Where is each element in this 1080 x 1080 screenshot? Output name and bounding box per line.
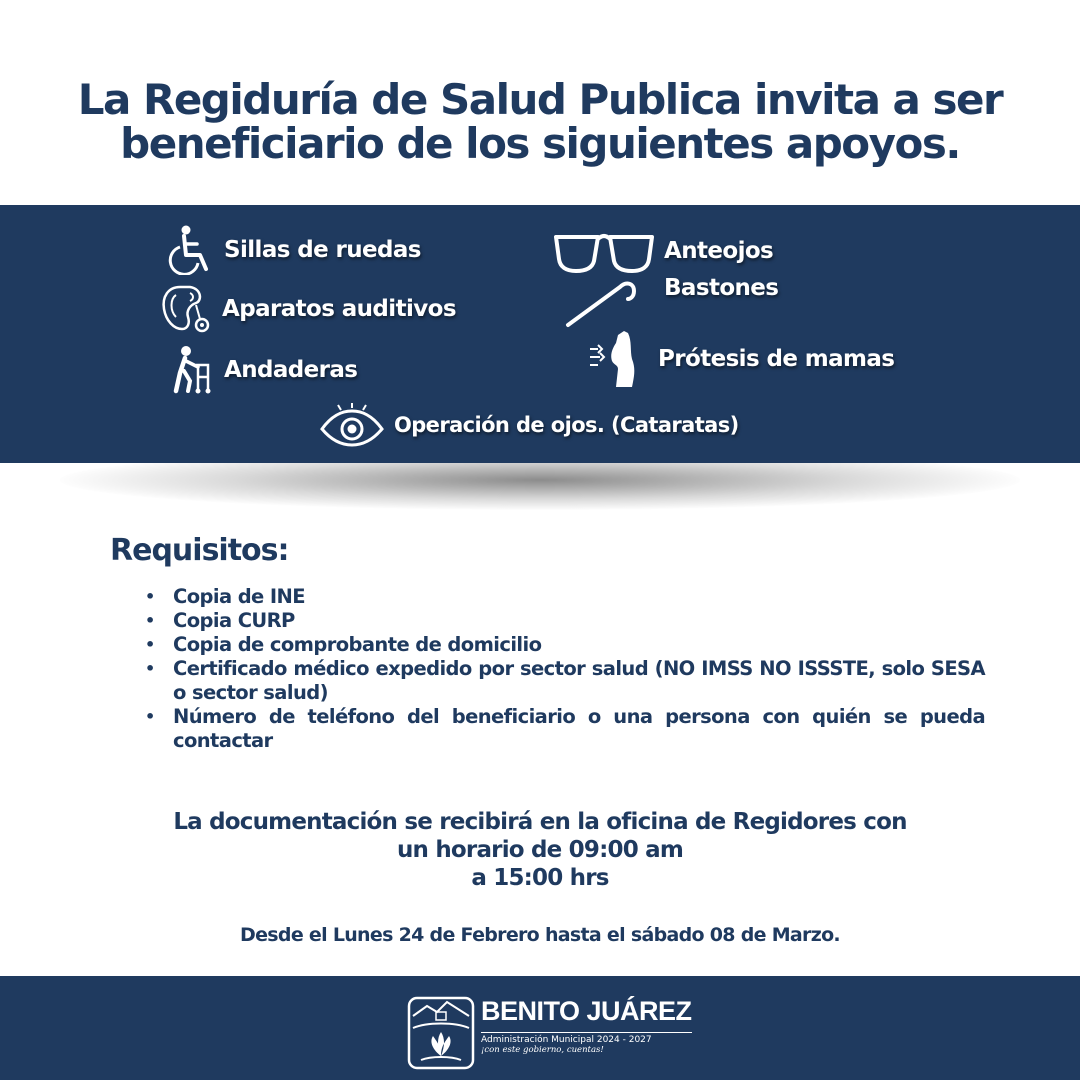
support-label: Sillas de ruedas xyxy=(224,237,421,263)
list-item: • Número de teléfono del beneficiario o una persona con quién se pueda contactar xyxy=(145,705,985,752)
breast-prosthesis-icon xyxy=(586,329,640,389)
slogan: ¡con este gobierno, cuentas! xyxy=(481,1045,604,1055)
support-canes xyxy=(564,277,778,329)
list-item: • Copia de comprobante de domicilio xyxy=(145,633,542,656)
glasses-icon xyxy=(554,231,654,273)
cane-icon xyxy=(564,277,636,329)
administration-period: Administración Municipal 2024 - 2027 xyxy=(481,1032,692,1045)
municipal-emblem-icon xyxy=(407,994,475,1072)
municipality-name: BENITO JUÁREZ xyxy=(481,996,692,1026)
support-label: Aparatos auditivos xyxy=(222,296,456,322)
municipal-logo xyxy=(407,994,692,1072)
office-line-1: La documentación se recibirá en la oficina de Regidores con xyxy=(173,809,907,835)
requirements-title: Requisitos: xyxy=(110,533,289,568)
support-label: Andaderas xyxy=(224,357,358,383)
eye-icon xyxy=(320,403,384,447)
list-item: • Copia CURP xyxy=(145,609,295,632)
support-wheelchairs xyxy=(168,225,421,275)
title-line-2: beneficiario de los siguientes apoyos. xyxy=(120,119,960,168)
office-hours xyxy=(0,808,1080,892)
support-eye-surgery xyxy=(320,403,739,447)
list-item: • Certificado médico expedido por sector salud (NO IMSS NO ISSSTE, solo SESA o sector salud) xyxy=(145,657,985,704)
office-line-2: un horario de 09:00 am xyxy=(396,837,683,863)
date-range: Desde el Lunes 24 de Febrero hasta el sábado 08 de Marzo. xyxy=(240,924,840,946)
support-hearing-aids xyxy=(160,283,456,335)
support-label: Anteojos xyxy=(664,238,774,264)
title-line-1: La Regiduría de Salud Publica invita a ser xyxy=(77,75,1003,124)
support-label: Bastones xyxy=(664,275,779,301)
wheelchair-icon xyxy=(168,225,216,275)
list-item: • Copia de INE xyxy=(145,585,305,608)
office-line-3: a 15:00 hrs xyxy=(471,865,609,891)
support-label: Prótesis de mamas xyxy=(658,346,895,372)
support-label: Operación de ojos. (Cataratas) xyxy=(394,413,739,437)
walker-icon xyxy=(170,345,214,395)
support-glasses xyxy=(554,231,773,273)
support-breast-prosthesis xyxy=(586,329,894,389)
support-walkers xyxy=(170,345,357,395)
requirements-list xyxy=(145,585,985,753)
supports-band xyxy=(0,205,1080,463)
hearing-aid-icon xyxy=(160,283,214,335)
page-title xyxy=(0,75,1080,168)
